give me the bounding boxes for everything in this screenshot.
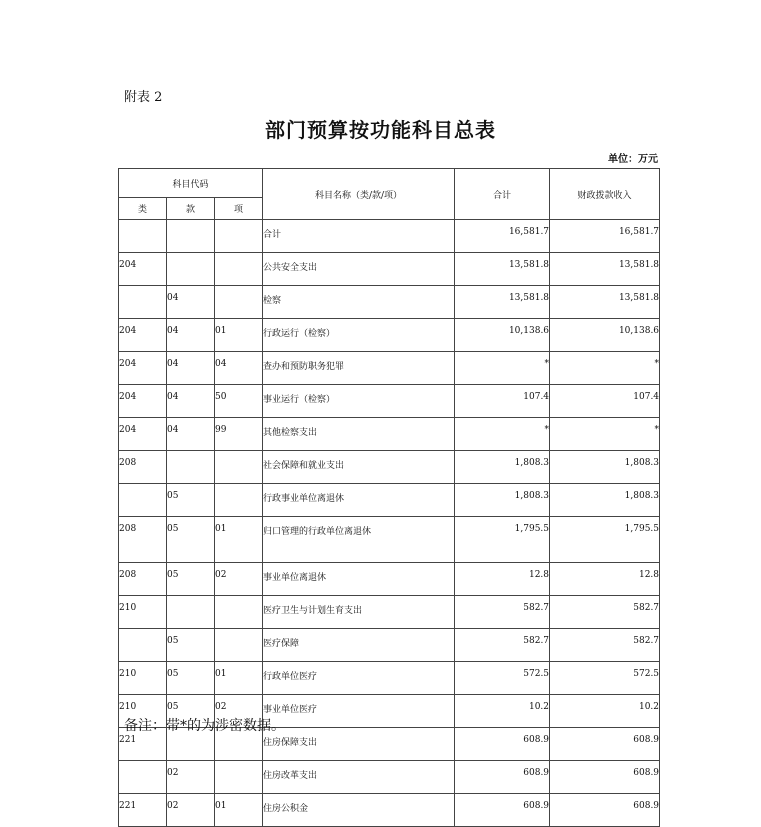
cell-kuan: 04 <box>167 286 215 319</box>
appendix-label: 附表 2 <box>124 90 163 105</box>
table-row <box>119 484 660 517</box>
cell-xiang: 02 <box>215 563 263 596</box>
cell-kuan: 02 <box>167 794 215 827</box>
cell-lei: 204 <box>119 319 167 352</box>
cell-name: 公共安全支出 <box>263 253 455 286</box>
cell-lei: 204 <box>119 418 167 451</box>
cell-xiang <box>215 596 263 629</box>
cell-total: 572.5 <box>455 662 550 695</box>
unit-label: 单位：万元 <box>608 154 658 165</box>
cell-total: * <box>455 352 550 385</box>
table-row <box>119 352 660 385</box>
cell-xiang: 99 <box>215 418 263 451</box>
cell-lei <box>119 484 167 517</box>
cell-lei: 204 <box>119 385 167 418</box>
cell-fiscal: 1,795.5 <box>550 517 660 563</box>
header-xiang: 项 <box>215 198 263 220</box>
cell-kuan: 05 <box>167 563 215 596</box>
cell-total: 582.7 <box>455 596 550 629</box>
cell-fiscal: 1,808.3 <box>550 451 660 484</box>
table-row <box>119 596 660 629</box>
cell-lei <box>119 220 167 253</box>
cell-fiscal: 608.9 <box>550 794 660 827</box>
cell-total: 12.8 <box>455 563 550 596</box>
cell-total: 1,808.3 <box>455 484 550 517</box>
cell-fiscal: 608.9 <box>550 728 660 761</box>
cell-fiscal: 107.4 <box>550 385 660 418</box>
cell-kuan: 05 <box>167 484 215 517</box>
cell-name: 医疗保障 <box>263 629 455 662</box>
cell-kuan <box>167 253 215 286</box>
cell-fiscal: 10,138.6 <box>550 319 660 352</box>
cell-total: 582.7 <box>455 629 550 662</box>
header-lei: 类 <box>119 198 167 220</box>
cell-total: 608.9 <box>455 761 550 794</box>
cell-xiang <box>215 484 263 517</box>
cell-fiscal: 10.2 <box>550 695 660 728</box>
cell-name: 行政事业单位离退休 <box>263 484 455 517</box>
table-row <box>119 319 660 352</box>
footnote: 备注：带*的为涉密数据。 <box>124 718 285 734</box>
header-total: 合计 <box>455 169 550 220</box>
cell-name: 其他检察支出 <box>263 418 455 451</box>
table-row <box>119 451 660 484</box>
header-code-group: 科目代码 <box>119 169 263 198</box>
cell-xiang <box>215 286 263 319</box>
cell-name: 查办和预防职务犯罪 <box>263 352 455 385</box>
cell-lei <box>119 761 167 794</box>
cell-fiscal: 582.7 <box>550 629 660 662</box>
cell-total: 10.2 <box>455 695 550 728</box>
cell-xiang: 01 <box>215 794 263 827</box>
cell-xiang: 50 <box>215 385 263 418</box>
table-row <box>119 418 660 451</box>
cell-total: 13,581.8 <box>455 253 550 286</box>
cell-lei: 210 <box>119 596 167 629</box>
cell-xiang <box>215 451 263 484</box>
cell-total: 16,581.7 <box>455 220 550 253</box>
cell-kuan: 04 <box>167 352 215 385</box>
cell-lei: 208 <box>119 517 167 563</box>
cell-lei: 208 <box>119 563 167 596</box>
table-row <box>119 253 660 286</box>
cell-name: 住房公积金 <box>263 794 455 827</box>
cell-xiang: 01 <box>215 319 263 352</box>
cell-total: 10,138.6 <box>455 319 550 352</box>
cell-kuan <box>167 220 215 253</box>
cell-name: 事业单位离退休 <box>263 563 455 596</box>
cell-name: 住房保障支出 <box>263 728 455 761</box>
table-body <box>119 220 660 827</box>
table-row <box>119 563 660 596</box>
cell-fiscal: 16,581.7 <box>550 220 660 253</box>
cell-lei: 210 <box>119 695 167 728</box>
cell-fiscal: 12.8 <box>550 563 660 596</box>
cell-fiscal: 1,808.3 <box>550 484 660 517</box>
cell-lei: 221 <box>119 728 167 761</box>
cell-kuan: 05 <box>167 695 215 728</box>
cell-name: 医疗卫生与计划生育支出 <box>263 596 455 629</box>
cell-lei: 210 <box>119 662 167 695</box>
cell-name: 检察 <box>263 286 455 319</box>
cell-name: 住房改革支出 <box>263 761 455 794</box>
cell-name: 社会保障和就业支出 <box>263 451 455 484</box>
cell-xiang <box>215 761 263 794</box>
cell-kuan <box>167 451 215 484</box>
page-title: 部门预算按功能科目总表 <box>265 118 496 142</box>
header-fiscal: 财政拨款收入 <box>550 169 660 220</box>
cell-lei: 208 <box>119 451 167 484</box>
cell-lei <box>119 286 167 319</box>
header-kuan: 款 <box>167 198 215 220</box>
table-row <box>119 662 660 695</box>
header-name: 科目名称（类/款/项） <box>263 169 455 220</box>
cell-name: 事业单位医疗 <box>263 695 455 728</box>
cell-total: 608.9 <box>455 728 550 761</box>
cell-kuan: 04 <box>167 319 215 352</box>
table-row <box>119 761 660 794</box>
cell-name: 合计 <box>263 220 455 253</box>
table-row <box>119 385 660 418</box>
cell-total: * <box>455 418 550 451</box>
table-row <box>119 629 660 662</box>
cell-lei: 221 <box>119 794 167 827</box>
cell-kuan: 02 <box>167 761 215 794</box>
cell-xiang: 04 <box>215 352 263 385</box>
cell-xiang: 01 <box>215 662 263 695</box>
cell-fiscal: 582.7 <box>550 596 660 629</box>
cell-xiang <box>215 253 263 286</box>
cell-kuan: 04 <box>167 385 215 418</box>
table-row <box>119 794 660 827</box>
cell-fiscal: 608.9 <box>550 761 660 794</box>
cell-fiscal: * <box>550 352 660 385</box>
cell-total: 608.9 <box>455 794 550 827</box>
cell-total: 1,795.5 <box>455 517 550 563</box>
cell-kuan: 05 <box>167 517 215 563</box>
cell-total: 107.4 <box>455 385 550 418</box>
cell-name: 行政运行（检察） <box>263 319 455 352</box>
table-row <box>119 220 660 253</box>
cell-fiscal: 13,581.8 <box>550 253 660 286</box>
cell-xiang <box>215 629 263 662</box>
cell-kuan: 05 <box>167 629 215 662</box>
cell-kuan: 05 <box>167 662 215 695</box>
cell-fiscal: * <box>550 418 660 451</box>
table-row <box>119 286 660 319</box>
cell-total: 13,581.8 <box>455 286 550 319</box>
cell-xiang <box>215 220 263 253</box>
cell-xiang: 01 <box>215 517 263 563</box>
cell-fiscal: 572.5 <box>550 662 660 695</box>
table-row <box>119 517 660 563</box>
cell-lei: 204 <box>119 253 167 286</box>
cell-name: 行政单位医疗 <box>263 662 455 695</box>
cell-kuan <box>167 596 215 629</box>
cell-total: 1,808.3 <box>455 451 550 484</box>
cell-name: 事业运行（检察） <box>263 385 455 418</box>
cell-xiang: 02 <box>215 695 263 728</box>
cell-lei <box>119 629 167 662</box>
cell-lei: 204 <box>119 352 167 385</box>
cell-name: 归口管理的行政单位离退休 <box>263 517 455 563</box>
cell-kuan: 04 <box>167 418 215 451</box>
cell-fiscal: 13,581.8 <box>550 286 660 319</box>
